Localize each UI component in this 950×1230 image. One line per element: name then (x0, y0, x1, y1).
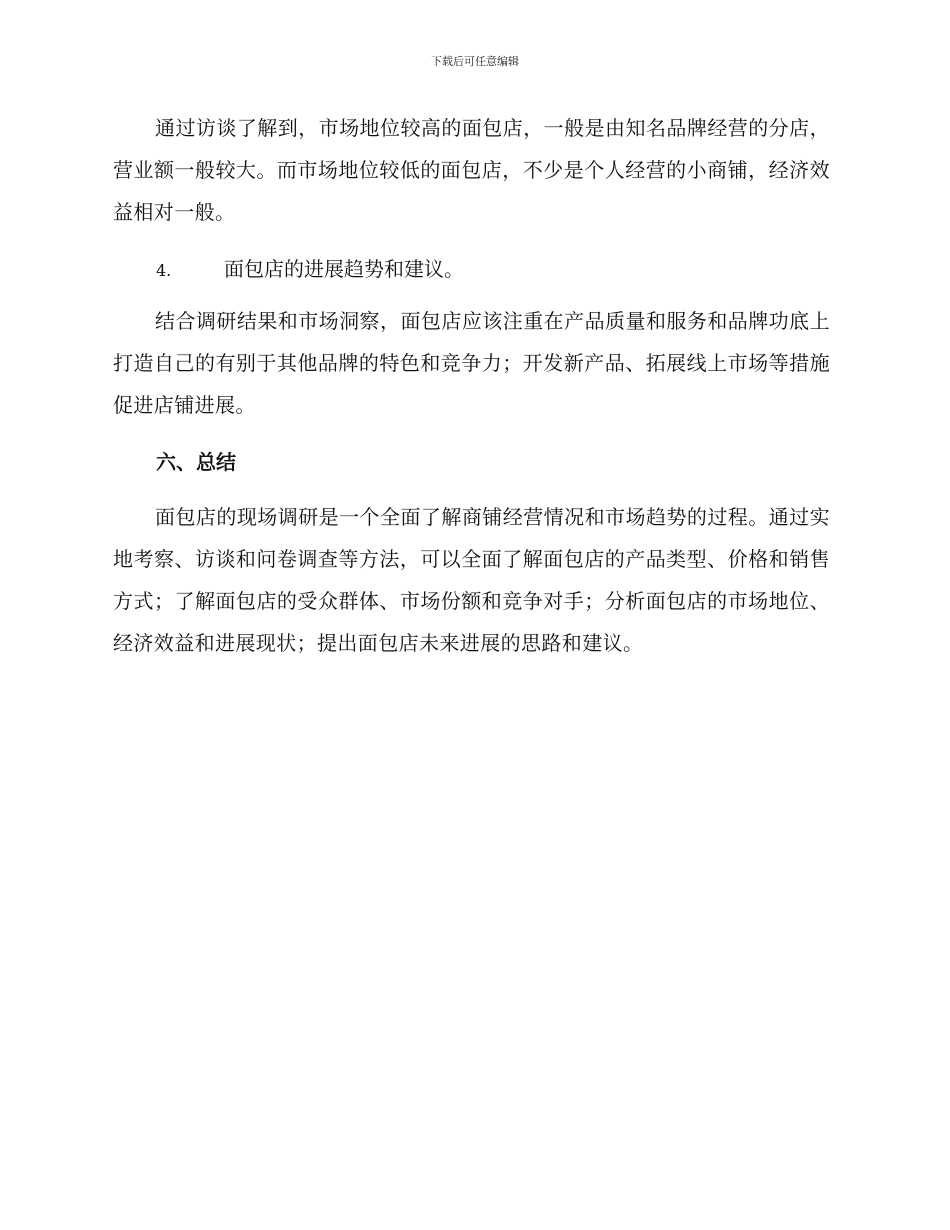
paragraph-market-position: 通过访谈了解到，市场地位较高的面包店，一般是由知名品牌经营的分店，营业额一般较大。而市场地位较低的面包店，不少是个人经营的小商铺，经济效益相对一般。 (113, 116, 830, 224)
list-item-text: 面包店的进展趋势和建议。 (224, 257, 464, 281)
section-heading-summary: 六、总结 (156, 450, 236, 474)
list-item-trends (156, 248, 464, 292)
paragraph-suggestions: 结合调研结果和市场洞察，面包店应该注重在产品质量和服务和品牌功底上打造自己的有别于其他品牌的特色和竞争力；开发新产品、拓展线上市场等措施促进店铺进展。 (113, 309, 830, 417)
header-note: 下载后可任意编辑 (431, 55, 519, 68)
paragraph-summary: 面包店的现场调研是一个全面了解商铺经营情况和市场趋势的过程。通过实地考察、访谈和问卷调查等方法，可以全面了解面包店的产品类型、价格和销售方式；了解面包店的受众群体、市场份额和竞争对手；分析面包店的市场地位、经济效益和进展现状；提出面包店未来进展的思路和建议。 (113, 505, 830, 655)
list-item-number: 4. (156, 261, 172, 280)
